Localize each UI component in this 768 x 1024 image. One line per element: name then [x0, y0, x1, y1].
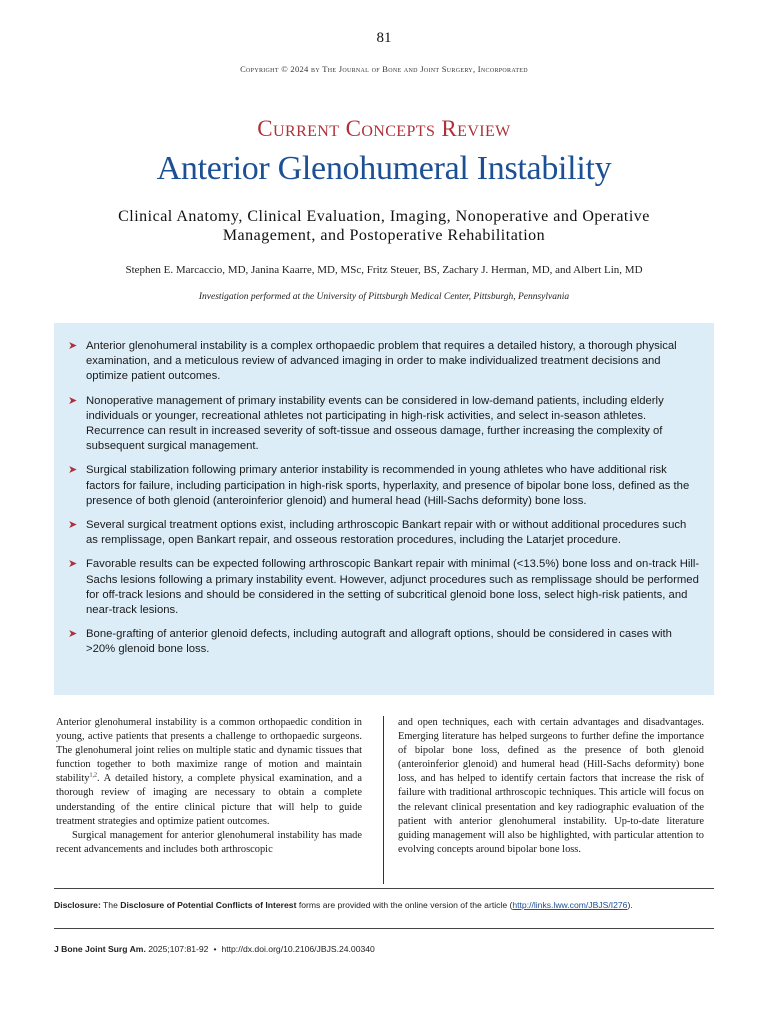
divider-rule: [54, 888, 714, 889]
key-point: [68, 339, 700, 385]
key-point-text: Surgical stabilization following primary anterior instability is recommended in young athletes who have additional risk factors for failure, including participation in high-risk sports, hyperlaxity, and presence of bipolar bone loss, defined as the presence of both glenoid (anteroinferior glenoid) and humeral head (Hill-Sachs deformity) bone loss.: [86, 464, 690, 507]
journal-abbreviation: J Bone Joint Surg Am.: [54, 944, 146, 954]
key-point: [68, 394, 700, 455]
article-title: Anterior Glenohumeral Instability: [156, 150, 612, 187]
arrow-bullet-icon: ➤: [68, 558, 78, 571]
footer-citation: [54, 944, 375, 954]
article-subtitle: [60, 207, 708, 245]
citation-volume-pages: 2025;107:81-92: [145, 944, 209, 954]
body-text: . A detailed history, a complete physical examination, and a thorough review of imaging are necessary to obtain a complete understanding of the entire clinical picture that will help to guide treatment strategies and optimize patient outcomes.: [56, 773, 362, 827]
arrow-bullet-icon: ➤: [68, 394, 78, 407]
disclosure-text: forms are provided with the online version of the article (: [296, 900, 513, 910]
disclosure-text: The: [100, 900, 121, 910]
disclosure-text: ).: [627, 900, 633, 910]
body-paragraph: Surgical management for anterior glenohumeral instability has made recent advancements and includes both arthroscopic: [56, 829, 362, 855]
key-points-box: [54, 323, 714, 695]
subtitle-line-1: Clinical Anatomy, Clinical Evaluation, Imaging, Nonoperative and Operative: [118, 208, 650, 225]
body-paragraph: [56, 716, 362, 829]
body-paragraph: and open techniques, each with certain advantages and disadvantages. Emerging literature has helped surgeons to further define the importance of bipolar bone loss, defined as the presence of both glenoid (anteroinferior glenoid) and humeral head (Hill-Sachs deformity) bone loss, and has helped to identify certain factors that increase the risk of failure with traditional arthroscopic techniques. This article will focus on the relevant clinical presentation and key radiographic evaluation of the patient with anterior glenohumeral instability. Up-to-date literature guiding management will also be highlighted, with particular attention to evolving concepts around bipolar bone loss.: [398, 717, 704, 855]
key-point: [68, 518, 700, 548]
page-number: 81: [376, 30, 392, 46]
key-point-text: Bone-grafting of anterior glenoid defects, including autograft and allograft options, should be considered in cases with >20% glenoid bone loss.: [86, 628, 672, 656]
key-point-text: Favorable results can be expected following arthroscopic Bankart repair with minimal (<13.5%) bone loss and on-track Hill-Sachs lesions following a primary instability event. However, adjunct procedures such as remplissage should be performed for off-track lesions and should be considered in the setting of subcritical glenoid bone loss, select high-risk patients, and near-track lesions.: [86, 558, 700, 617]
investigation-note: Investigation performed at the University of Pittsburgh Medical Center, Pittsburgh, Pennsylvania: [198, 292, 570, 302]
citation-superscript: 1,2: [89, 772, 97, 779]
copyright-line: Copyright © 2024 by The Journal of Bone and Joint Surgery, Incorporated: [240, 64, 528, 74]
divider-rule: [54, 928, 714, 929]
arrow-bullet-icon: ➤: [68, 519, 78, 532]
series-title: Current Concepts Review: [257, 116, 511, 141]
body-column-right: [398, 716, 704, 857]
body-text: Anterior glenohumeral instability is a common orthopaedic condition in young, active patients that presents a challenge to orthopaedic surgeons. The glenohumeral joint relies on multiple static and dynamic tissues that function together to both maximize range of motion and maintain stability: [56, 717, 362, 785]
subtitle-line-2: Management, and Postoperative Rehabilitation: [222, 227, 546, 244]
key-point: [68, 627, 700, 657]
doi-link[interactable]: http://dx.doi.org/10.2106/JBJS.24.00340: [221, 944, 375, 954]
bullet-separator: •: [213, 944, 217, 954]
key-point: [68, 463, 700, 509]
key-point: [68, 557, 700, 618]
disclosure-label: Disclosure:: [54, 900, 101, 910]
disclosure-form-name: Disclosure of Potential Conflicts of Interest: [120, 900, 297, 910]
author-list: Stephen E. Marcaccio, MD, Janina Kaarre, MD, MSc, Fritz Steuer, BS, Zachary J. Herman, MD, and Albert Lin, MD: [125, 264, 643, 276]
column-divider: [383, 716, 384, 884]
disclosure-statement: [54, 900, 719, 910]
key-point-text: Several surgical treatment options exist, including arthroscopic Bankart repair with or without additional procedures such as remplissage, open Bankart repair, and osseous restoration procedures, including the Latarjet procedure.: [86, 519, 687, 547]
arrow-bullet-icon: ➤: [68, 340, 78, 352]
key-point-text: Nonoperative management of primary instability events can be considered in low-demand patients, including elderly individuals or younger, recreational athletes not participating in high-risk activities, and select in-season athletes. Recurrence can result in increased severity of soft-tissue and osseous damage, further increasing the complexity of subsequent surgical management.: [86, 394, 664, 453]
disclosure-link[interactable]: http://links.lww.com/JBJS/I276: [512, 900, 628, 910]
arrow-bullet-icon: ➤: [68, 628, 78, 641]
key-point-text: Anterior glenohumeral instability is a complex orthopaedic problem that requires a detailed history, a thorough physical examination, and a meticulous review of advanced imaging in order to make individualized treatment decisions and optimize patient outcomes.: [86, 340, 677, 383]
arrow-bullet-icon: ➤: [68, 464, 78, 477]
body-column-left: [56, 716, 362, 857]
